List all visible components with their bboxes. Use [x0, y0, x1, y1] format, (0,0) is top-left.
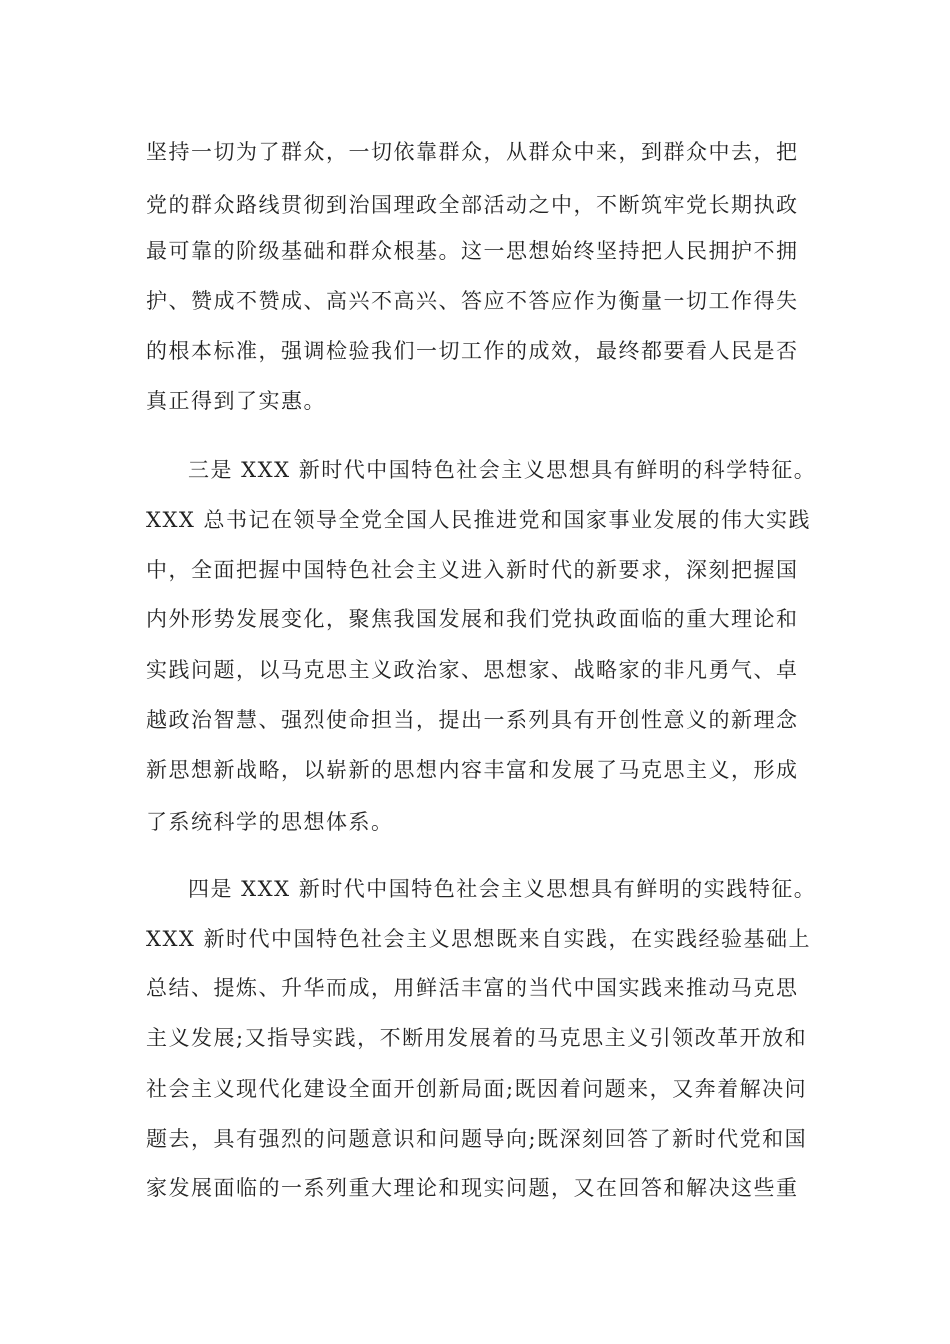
paragraph-3-line-6: 题去，具有强烈的问题意识和问题导向;既深刻回答了新时代党和国: [146, 1127, 808, 1151]
paragraph-2-line-4: 内外形势发展变化，聚焦我国发展和我们党执政面临的重大理论和: [146, 607, 799, 631]
paragraph-3-line-3: 总结、提炼、升华而成，用鲜活丰富的当代中国实践来推动马克思: [146, 976, 799, 1000]
paragraph-2-line-5: 实践问题，以马克思主义政治家、思想家、战略家的非凡勇气、卓: [146, 658, 799, 682]
paragraph-2-line-3: 中，全面把握中国特色社会主义进入新时代的新要求，深刻把握国: [146, 558, 799, 582]
paragraph-2-line-7: 新思想新战略，以崭新的思想内容丰富和发展了马克思主义，形成: [146, 758, 799, 782]
paragraph-1-line-5: 的根本标准，强调检验我们一切工作的成效，最终都要看人民是否: [146, 339, 799, 363]
paragraph-1-line-3: 最可靠的阶级基础和群众根基。这一思想始终坚持把人民拥护不拥: [146, 239, 799, 263]
paragraph-2-line-1: 三是 XXX 新时代中国特色社会主义思想具有鲜明的科学特征。: [188, 458, 817, 482]
paragraph-3-line-4: 主义发展;又指导实践，不断用发展着的马克思主义引领改革开放和: [146, 1026, 808, 1050]
paragraph-3-line-2: XXX 新时代中国特色社会主义思想既来自实践，在实践经验基础上: [146, 927, 812, 951]
paragraph-1-line-4: 护、赞成不赞成、高兴不高兴、答应不答应作为衡量一切工作得失: [146, 289, 799, 313]
paragraph-3-line-1: 四是 XXX 新时代中国特色社会主义思想具有鲜明的实践特征。: [188, 877, 817, 901]
paragraph-1-line-1: 坚持一切为了群众，一切依靠群众，从群众中来，到群众中去，把: [146, 140, 799, 164]
paragraph-2-line-6: 越政治智慧、强烈使命担当，提出一系列具有开创性意义的新理念: [146, 708, 799, 732]
paragraph-3-line-7: 家发展面临的一系列重大理论和现实问题，又在回答和解决这些重: [146, 1176, 799, 1200]
paragraph-1-line-6: 真正得到了实惠。: [146, 389, 326, 413]
paragraph-2-line-2: XXX 总书记在领导全党全国人民推进党和国家事业发展的伟大实践: [146, 508, 812, 532]
paragraph-2-line-8: 了系统科学的思想体系。: [146, 810, 394, 834]
paragraph-1-line-2: 党的群众路线贯彻到治国理政全部活动之中，不断筑牢党长期执政: [146, 193, 799, 217]
paragraph-3-line-5: 社会主义现代化建设全面开创新局面;既因着问题来，又奔着解决问: [146, 1077, 808, 1101]
